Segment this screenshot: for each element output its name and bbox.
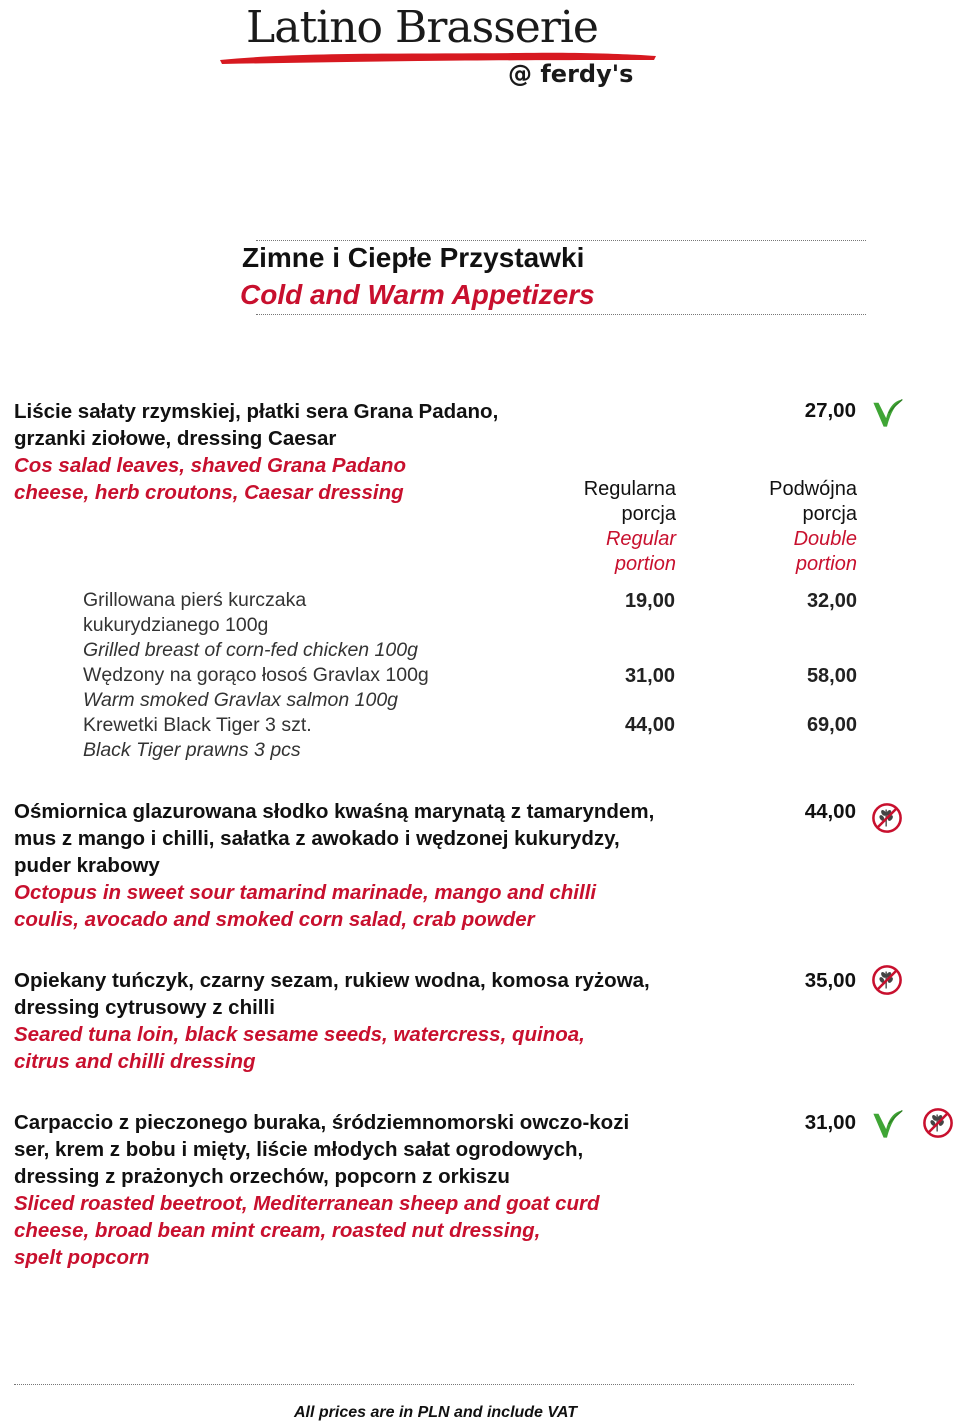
addon-chicken-regular-price: 19,00	[624, 590, 675, 612]
regular-head-en1: Regular	[605, 528, 676, 550]
octopus-en-line1: Octopus in sweet sour tamarind marinade, mango and chilli	[14, 881, 597, 904]
menu-item-octopus	[14, 798, 774, 933]
octopus-pl-line2: mus z mango i chilli, sałatka z awokado i wędzonej kukurydzy,	[14, 827, 620, 850]
addon-salmon-en: Warm smoked Gravlax salmon 100g	[83, 689, 399, 711]
octopus-price: 44,00	[804, 800, 856, 823]
restaurant-logo	[210, 0, 660, 100]
carpaccio-en-line1: Sliced roasted beetroot, Mediterranean sheep and goat curd	[14, 1192, 600, 1215]
addon-chicken-pl2: kukurydzianego 100g	[83, 614, 269, 636]
addon-prawns-en: Black Tiger prawns 3 pcs	[83, 739, 301, 761]
octopus-pl-line1: Ośmiornica glazurowana słodko kwaśną marynatą z tamaryndem,	[14, 800, 655, 823]
section-title-pl: Zimne i Ciepłe Przystawki	[242, 242, 585, 273]
octopus-pl-line3: puder krabowy	[14, 854, 160, 877]
double-head-en1: Double	[793, 528, 857, 550]
addon-prawns-pl: Krewetki Black Tiger 3 szt.	[83, 714, 312, 736]
carpaccio-pl-line3: dressing z prażonych orzechów, popcorn z orkiszu	[14, 1165, 510, 1188]
regular-head-pl1: Regularna	[583, 478, 676, 500]
price-note: All prices are in PLN and include VAT	[294, 1404, 578, 1421]
double-head-pl2: porcja	[802, 503, 857, 525]
section-title-en: Cold and Warm Appetizers	[240, 279, 595, 310]
regular-head-pl2: porcja	[621, 503, 676, 525]
double-head-en2: portion	[795, 553, 857, 575]
divider-title	[256, 314, 866, 315]
addon-salmon-regular-price: 31,00	[624, 665, 675, 687]
gluten-free-icon	[870, 801, 904, 835]
vegetarian-leaf-icon	[870, 1107, 904, 1141]
tuna-en-line2: citrus and chilli dressing	[14, 1050, 256, 1073]
addon-list	[83, 588, 563, 763]
tuna-pl-line2: dressing cytrusowy z chilli	[14, 996, 275, 1019]
addon-chicken-double-price: 32,00	[806, 590, 857, 612]
logo-subtitle: @ ferdy's	[508, 60, 634, 88]
caesar-en-line2: cheese, herb croutons, Caesar dressing	[14, 481, 404, 504]
tuna-en-line1: Seared tuna loin, black sesame seeds, watercress, quinoa,	[14, 1023, 585, 1046]
addon-chicken-pl1: Grillowana pierś kurczaka	[83, 589, 307, 611]
addon-salmon-double-price: 58,00	[806, 665, 857, 687]
gluten-free-icon	[921, 1106, 955, 1140]
octopus-en-line2: coulis, avocado and smoked corn salad, crab powder	[14, 908, 535, 931]
carpaccio-en-line3: spelt popcorn	[14, 1246, 150, 1269]
menu-item-caesar	[14, 398, 574, 506]
caesar-en-line1: Cos salad leaves, shaved Grana Padano	[14, 454, 406, 477]
caesar-pl-line2: grzanki ziołowe, dressing Caesar	[14, 427, 337, 450]
carpaccio-pl-line2: ser, krem z bobu i mięty, liście młodych sałat ogrodowych,	[14, 1138, 584, 1161]
logo-title: Latino Brasserie	[246, 2, 598, 53]
divider-top	[256, 240, 866, 241]
caesar-pl-line1: Liście sałaty rzymskiej, płatki sera Grana Padano,	[14, 400, 499, 423]
caesar-price: 27,00	[804, 399, 856, 422]
addon-salmon-pl: Wędzony na gorąco łosoś Gravlax 100g	[83, 664, 429, 686]
menu-item-carpaccio	[14, 1109, 774, 1271]
tuna-pl-line1: Opiekany tuńczyk, czarny sezam, rukiew wodna, komosa ryżowa,	[14, 969, 650, 992]
divider-footer	[14, 1384, 854, 1385]
gluten-free-icon	[870, 963, 904, 997]
tuna-price: 35,00	[804, 969, 856, 992]
regular-portion-header	[540, 477, 676, 577]
carpaccio-pl-line1: Carpaccio z pieczonego buraka, śródziemnomorski owczo-kozi	[14, 1111, 630, 1134]
carpaccio-price: 31,00	[804, 1111, 856, 1134]
carpaccio-en-line2: cheese, broad bean mint cream, roasted nut dressing,	[14, 1219, 541, 1242]
addon-chicken-en: Grilled breast of corn-fed chicken 100g	[83, 639, 418, 661]
regular-head-en2: portion	[614, 553, 676, 575]
double-head-pl1: Podwójna	[769, 478, 857, 500]
addon-prawns-regular-price: 44,00	[624, 714, 675, 736]
double-portion-header	[720, 477, 857, 577]
addon-prawns-double-price: 69,00	[806, 714, 857, 736]
vegetarian-leaf-icon	[870, 396, 904, 430]
menu-item-tuna	[14, 967, 774, 1075]
